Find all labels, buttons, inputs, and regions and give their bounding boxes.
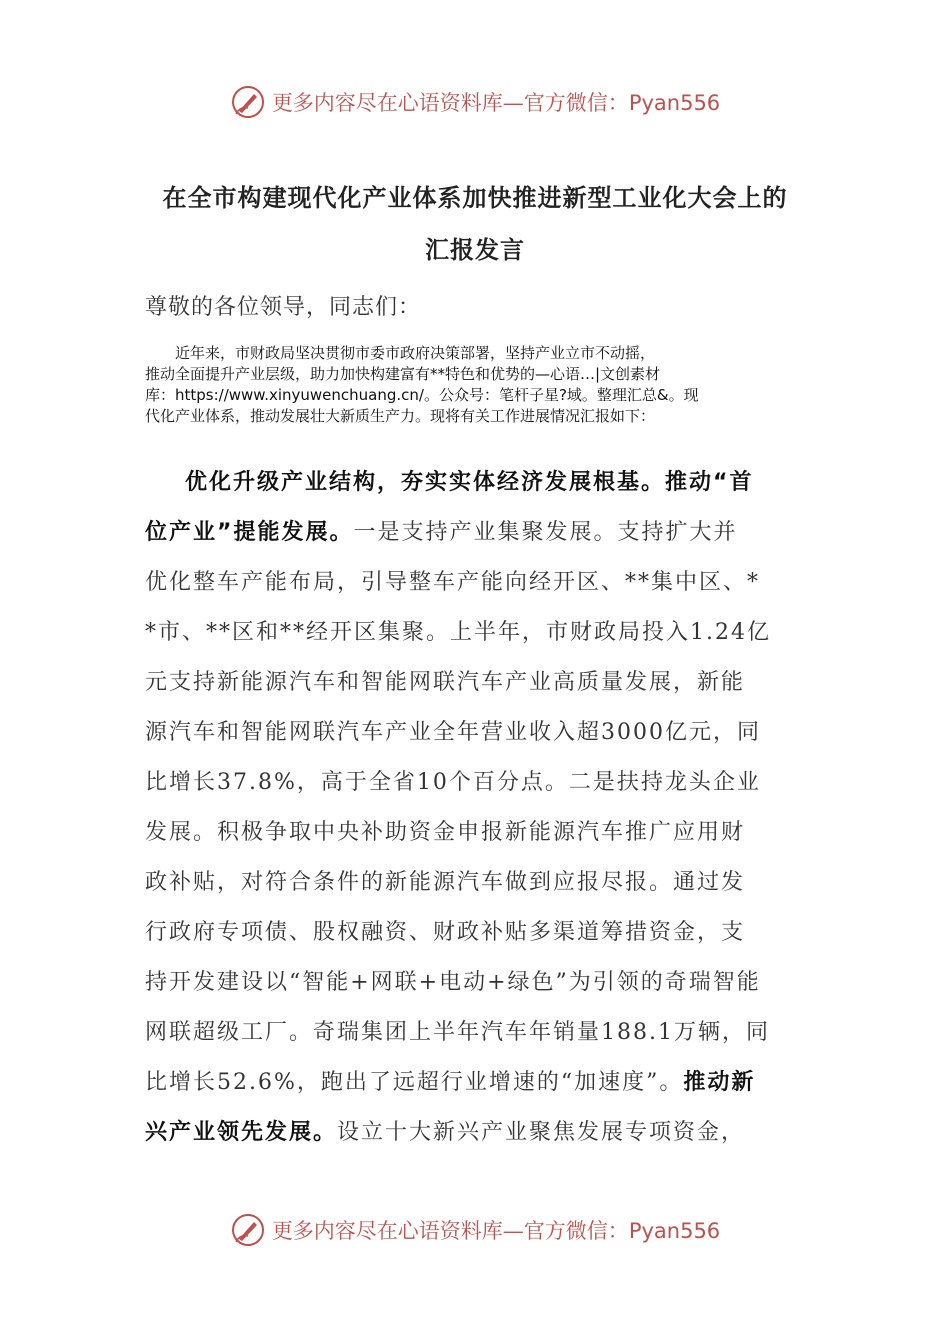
banner-label: 更多内容尽在心语资料库—官方微信：	[271, 1219, 629, 1243]
banner-text	[272, 1215, 720, 1245]
body-paragraph	[145, 458, 815, 1158]
body-text-run: 比增长52.6%，跑出了远超行业增速的“加速度”。	[145, 1070, 684, 1095]
section-heading: 优化升级产业结构，夯实实体经济发展根基。推动“首	[185, 470, 754, 495]
pen-logo-icon	[230, 84, 266, 120]
banner-wechat-id: Pyan556	[628, 91, 721, 115]
body-line: 网联超级工厂。奇瑞集团上半年汽车年销量188.1万辆，同	[145, 1020, 770, 1045]
body-line: 行政府专项债、股权融资、财政补贴多渠道筹措资金，支	[145, 920, 746, 945]
intro-paragraph	[145, 343, 810, 427]
body-line: 政补贴，对符合条件的新能源汽车做到应报尽报。通过发	[145, 870, 746, 895]
pen-logo-icon	[230, 1212, 266, 1248]
body-line	[145, 458, 815, 508]
banner-text	[272, 87, 720, 117]
body-line	[145, 1058, 815, 1108]
footer-watermark-banner	[0, 1210, 950, 1250]
intro-line: 代化产业体系，推动发展壮大新质生产力。现将有关工作进展情况汇报如下：	[145, 407, 656, 425]
body-line	[145, 508, 815, 558]
body-line: *市、**区和**经开区集聚。上半年，市财政局投入1.24亿	[145, 620, 771, 645]
greeting: 尊敬的各位领导，同志们：	[145, 295, 422, 320]
body-line	[145, 1108, 815, 1158]
intro-line: 近年来，市财政局坚决贯彻市委市政府决策部署，坚持产业立市不动摇，	[175, 344, 656, 362]
body-line: 源汽车和智能网联汽车产业全年营业收入超3000亿元，同	[145, 720, 761, 745]
section-heading: 兴产业领先发展。	[145, 1120, 338, 1145]
intro-line: 推动全面提升产业层级，助力加快构建富有**特色和优势的—心语…|文创素材	[145, 365, 661, 383]
header-watermark-banner	[0, 82, 950, 122]
section-heading: 推动新	[683, 1070, 756, 1095]
document-title-line-2: 汇报发言	[425, 236, 525, 264]
banner-wechat-id: Pyan556	[628, 1219, 721, 1243]
body-line: 优化整车产能布局，引导整车产能向经开区、**集中区、*	[145, 570, 761, 595]
body-line: 比增长37.8%，高于全省10个百分点。二是扶持龙头企业	[145, 770, 761, 795]
body-line: 元支持新能源汽车和智能网联汽车产业高质量发展，新能	[145, 670, 746, 695]
intro-line: 库：https://www.xinyuwenchuang.cn/。公众号：笔杆子星?域。整理汇总&。现	[145, 386, 699, 404]
body-line: 持开发建设以“智能+网联+电动+绿色”为引领的奇瑞智能	[145, 970, 761, 995]
body-line: 发展。积极争取中央补助资金申报新能源汽车推广应用财	[145, 820, 746, 845]
body-text-run: 一是支持产业集聚发展。支持扩大并	[353, 520, 738, 545]
document-title-line-1: 在全市构建现代化产业体系加快推进新型工业化大会上的	[162, 184, 788, 212]
banner-label: 更多内容尽在心语资料库—官方微信：	[271, 91, 629, 115]
body-text-run: 设立十大新兴产业聚焦发展专项资金，	[337, 1120, 746, 1145]
section-heading: 位产业”提能发展。	[145, 520, 354, 545]
